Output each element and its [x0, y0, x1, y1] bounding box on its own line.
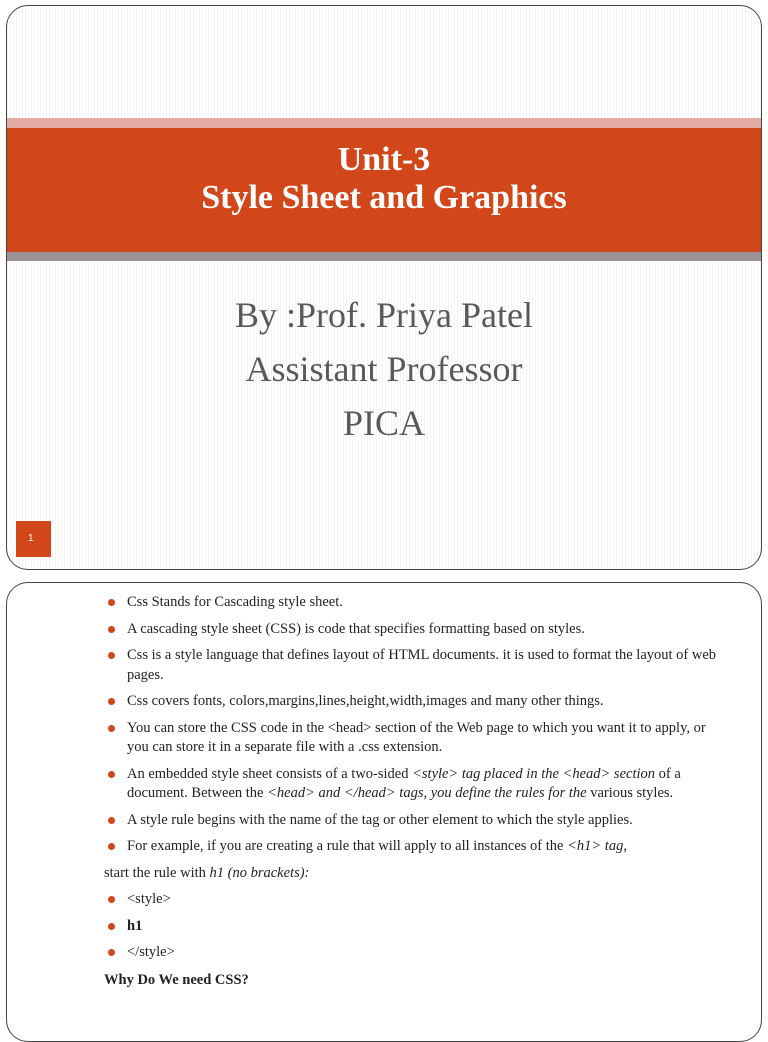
title-band-top-stripe	[7, 118, 761, 128]
bullet-item	[7, 719, 761, 758]
bullet-list	[7, 593, 761, 990]
author-name: By :Prof. Priya Patel	[235, 295, 533, 335]
code-text-bold: h1	[127, 917, 143, 934]
bullet-text: Css covers fonts, colors,margins,lines,height,width,images and many other things.	[127, 693, 604, 709]
bullet-text: Css Stands for Cascading style sheet.	[127, 594, 343, 610]
title-band-bottom-stripe	[7, 252, 761, 261]
bullet-text: ,	[623, 838, 627, 854]
bullet-text: various styles.	[586, 785, 674, 801]
code-bullet	[7, 890, 761, 910]
section-heading: Why Do We need CSS?	[104, 971, 249, 988]
bullet-dot-icon	[108, 652, 115, 659]
bullet-text: A cascading style sheet (CSS) is code that specifies formatting based on styles.	[127, 620, 585, 637]
bullet-text: For example, if you are creating a rule that will apply to all instances of the	[127, 838, 568, 854]
bullet-item	[7, 837, 761, 857]
bullet-text-italic: <style> tag placed in the <head> section	[412, 765, 655, 782]
bullet-dot-icon	[108, 949, 115, 956]
plain-text: start the rule with	[104, 864, 210, 881]
bullet-text: Css is a style language that defines layout of HTML documents. it is used to format the layout of web pages.	[127, 647, 717, 683]
bullet-text: of a document. Between the	[127, 765, 681, 801]
title-slide	[6, 5, 762, 570]
plain-text-italic: h1 (no brackets):	[209, 864, 310, 881]
bullet-dot-icon	[108, 771, 115, 778]
code-bullet	[7, 917, 761, 937]
content-slide	[6, 582, 762, 1042]
author-position: Assistant Professor	[245, 349, 523, 389]
bullet-dot-icon	[108, 698, 115, 705]
bullet-item	[7, 646, 761, 685]
bullet-item	[7, 811, 761, 831]
slide-title-line1: Unit-3	[337, 141, 431, 178]
title-band	[7, 128, 761, 252]
bullet-dot-icon	[108, 817, 115, 824]
bullet-dot-icon	[108, 923, 115, 930]
bullet-dot-icon	[108, 626, 115, 633]
code-bullet	[7, 943, 761, 963]
bullet-item	[7, 765, 761, 804]
bullet-dot-icon	[108, 843, 115, 850]
slide-title-line2: Style Sheet and Graphics	[201, 179, 567, 216]
bullet-item	[7, 593, 761, 613]
bullet-text: A style rule begins with the name of the tag or other element to which the style applies.	[127, 811, 633, 828]
bullet-text-italic: <h1> tag	[567, 838, 624, 854]
author-block	[7, 288, 761, 450]
slide-number: 1	[16, 521, 51, 557]
author-institute: PICA	[342, 403, 426, 443]
bullet-item	[7, 692, 761, 712]
bullet-text: You can store the CSS code in the <head> section of the Web page to which you want it to apply, or you can store it in a separate file with a .css extension.	[127, 719, 706, 755]
bullet-dot-icon	[108, 725, 115, 732]
bullet-dot-icon	[108, 896, 115, 903]
bullet-text: An embedded style sheet consists of a two-sided	[127, 765, 413, 782]
code-text: </style>	[127, 944, 175, 960]
bullet-text-italic: <head> and </head> tags, you define the rules for the	[267, 785, 587, 801]
code-text: <style>	[127, 891, 171, 907]
bullet-dot-icon	[108, 599, 115, 606]
continuation-line	[7, 864, 761, 884]
bullet-item	[7, 620, 761, 640]
